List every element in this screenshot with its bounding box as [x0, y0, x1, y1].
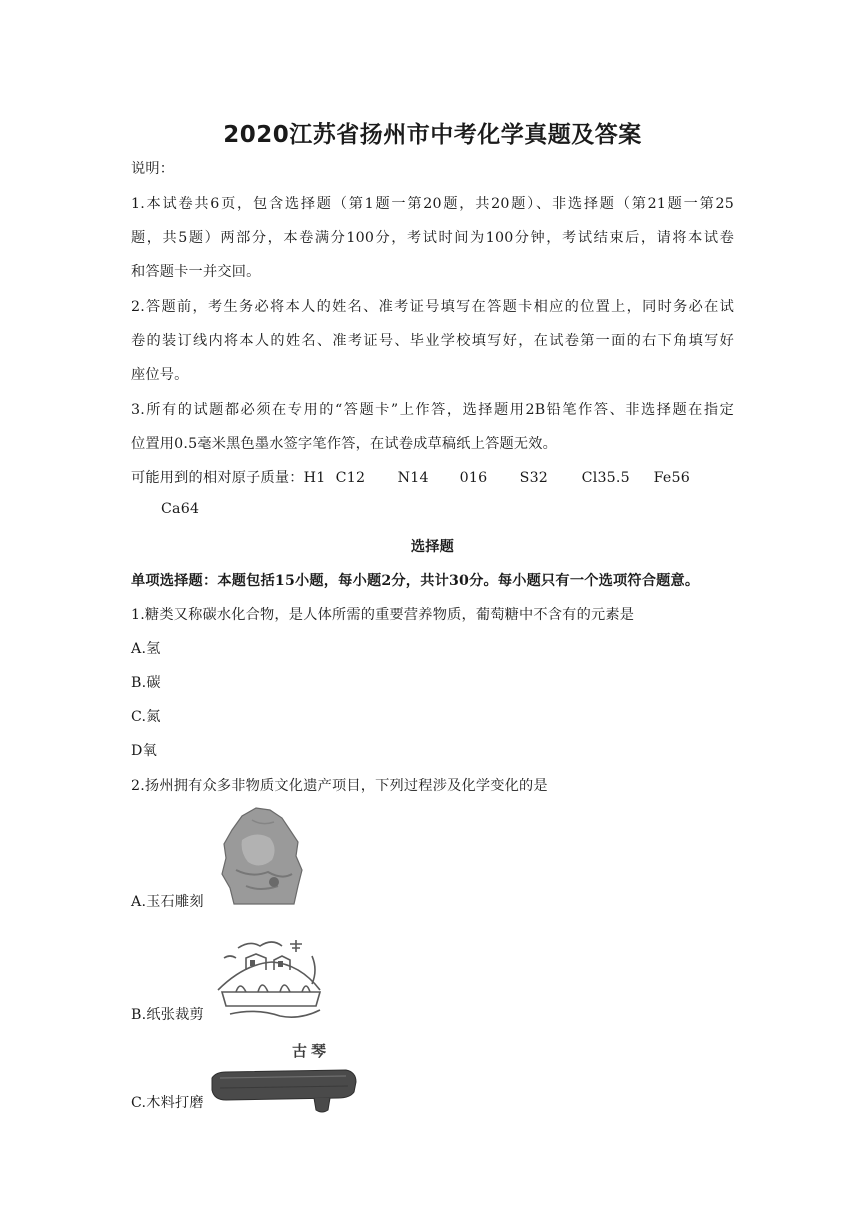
guqin-image	[206, 1060, 360, 1118]
atomic-mass-item: S32	[519, 470, 549, 486]
note-line-2: 题，共5题）两部分，本卷满分100分，考试时间为100分钟，考试结束后，请将本试卷	[131, 230, 734, 246]
atomic-mass-item: N14	[397, 470, 429, 486]
question-1-stem: 1.糖类又称碳水化合物，是人体所需的重要营养物质，葡萄糖中不含有的元素是	[131, 607, 635, 623]
note-line-5: 卷的装订线内将本人的姓名、准考证号、毕业学校填写好，在试卷第一面的右下角填写好	[131, 333, 734, 349]
note-line-7: 3.所有的试题都必须在专用的“答题卡”上作答，选择题用2B铅笔作答、非选择题在指定	[131, 402, 734, 418]
note-line-8: 位置用0.5毫米黑色墨水签字笔作答，在试卷成草稿纸上答题无效。	[131, 436, 558, 452]
question-1-option-b: B.碳	[131, 675, 161, 691]
question-1-option-a: A.氢	[131, 641, 161, 657]
atomic-mass-line	[131, 467, 690, 487]
note-line-4: 2.答题前，考生务必将本人的姓名、准考证号填写在答题卡相应的位置上，同时务必在试	[131, 299, 734, 315]
question-2-option-a: A.玉石雕刻	[131, 894, 204, 910]
question-2-option-b: B.纸张裁剪	[131, 1007, 204, 1023]
atomic-mass-item: 016	[459, 470, 488, 486]
page-title: 2020江苏省扬州市中考化学真题及答案	[223, 122, 642, 148]
guqin-caption: 古琴	[292, 1042, 331, 1060]
atomic-mass-item: H1	[303, 470, 326, 486]
intro-label: 说明：	[131, 161, 175, 177]
atomic-mass-item: Fe56	[653, 470, 690, 486]
section-instruction: 单项选择题：本题包括15小题，每小题2分，共计30分。每小题只有一个选项符合题意。	[131, 573, 700, 589]
question-1-option-c: C.氮	[131, 709, 161, 725]
note-line-3: 和答题卡一并交回。	[131, 264, 261, 280]
paper-cutting-image	[216, 930, 328, 1022]
question-2-option-c: C.木料打磨	[131, 1095, 204, 1111]
atomic-mass-label: 可能用到的相对原子质量：	[131, 470, 304, 486]
question-1-option-d: D氧	[131, 743, 157, 759]
atomic-mass-extra: Ca64	[161, 501, 200, 517]
note-line-6: 座位号。	[131, 367, 189, 383]
atomic-mass-item: C12	[335, 470, 366, 486]
section-title: 选择题	[410, 539, 455, 555]
note-line-1: 1.本试卷共6页，包含选择题（第1题一第20题，共20题）、非选择题（第21题一第25	[131, 196, 734, 212]
atomic-mass-item: Cl35.5	[581, 470, 630, 486]
question-2-stem: 2.扬州拥有众多非物质文化遗产项目，下列过程涉及化学变化的是	[131, 778, 548, 794]
jade-carving-image	[212, 800, 310, 908]
